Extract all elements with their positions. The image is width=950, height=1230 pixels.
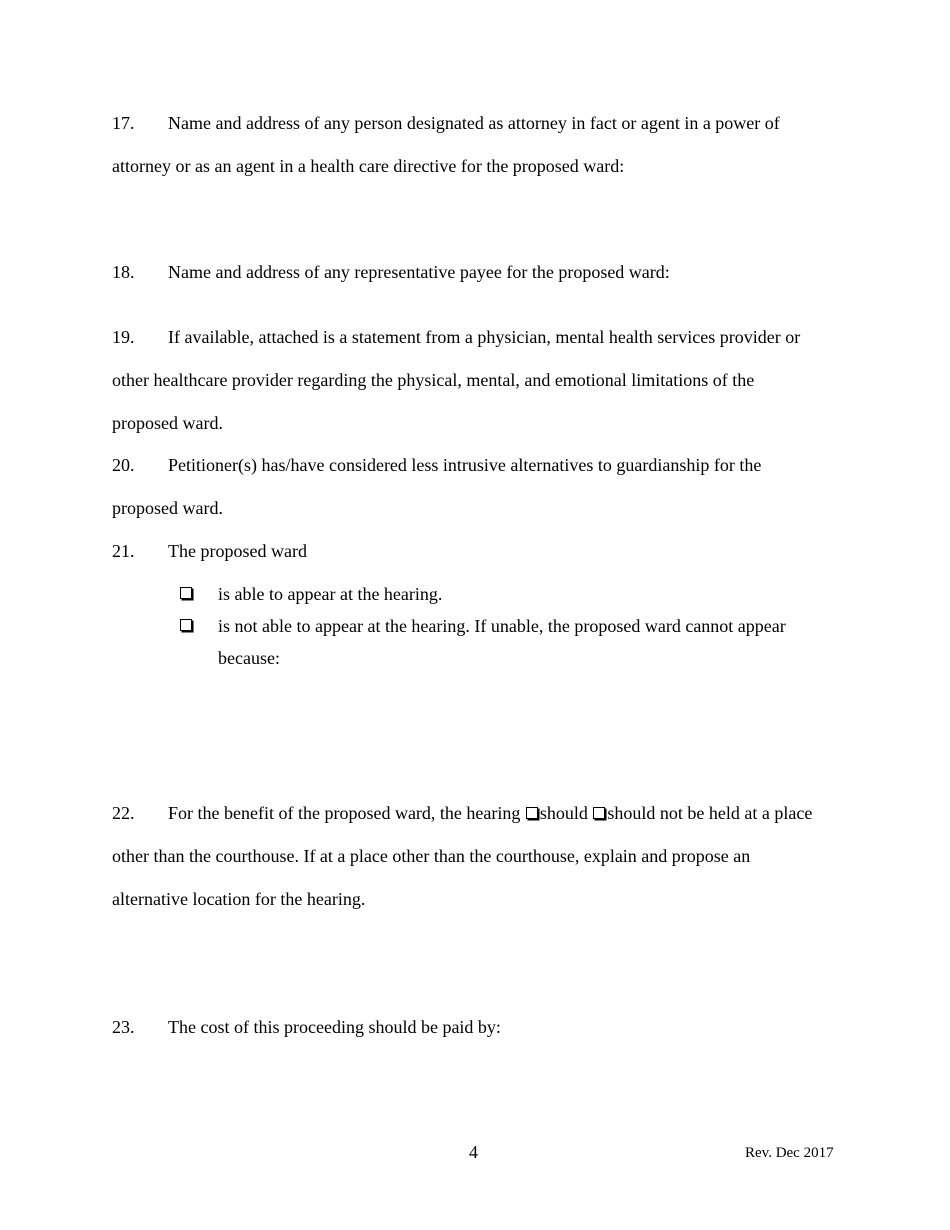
item-23-number: 23.: [112, 1017, 135, 1037]
item-20-text: Petitioner(s) has/have considered less intrusive alternatives to guardianship for the: [168, 455, 762, 475]
should-checkbox[interactable]: [526, 807, 538, 819]
not-able-to-appear-label-cont: because:: [218, 648, 280, 668]
should-label: should: [539, 803, 588, 823]
should-not-label: should not be held at a place: [607, 803, 813, 823]
able-to-appear-checkbox[interactable]: [180, 587, 192, 599]
item-21-number: 21.: [112, 541, 135, 561]
item-22-text: [168, 802, 812, 824]
item-22-text-cont2: alternative location for the hearing.: [112, 889, 366, 909]
item-22-number: 22.: [112, 803, 135, 823]
item-17-text-cont: attorney or as an agent in a health care directive for the proposed ward:: [112, 156, 625, 176]
item-22-text-cont: other than the courthouse. If at a place other than the courthouse, explain and propose an: [112, 846, 751, 866]
item-23-text: The cost of this proceeding should be paid by:: [168, 1017, 501, 1037]
item-22-prefix: For the benefit of the proposed ward, the hearing: [168, 803, 525, 823]
able-to-appear-label: is able to appear at the hearing.: [218, 584, 443, 604]
item-17-number: 17.: [112, 113, 135, 133]
revision-date: Rev. Dec 2017: [745, 1145, 834, 1161]
item-19-text-cont2: proposed ward.: [112, 413, 223, 433]
item-19-text-cont: other healthcare provider regarding the physical, mental, and emotional limitations of the: [112, 370, 755, 390]
should-not-checkbox[interactable]: [593, 807, 605, 819]
item-19-number: 19.: [112, 327, 135, 347]
page-number: 4: [469, 1142, 478, 1162]
item-18-text: Name and address of any representative payee for the proposed ward:: [168, 262, 670, 282]
item-21-text: The proposed ward: [168, 541, 307, 561]
item-20-number: 20.: [112, 455, 135, 475]
item-17-text: Name and address of any person designated as attorney in fact or agent in a power of: [168, 113, 780, 133]
not-able-to-appear-label: is not able to appear at the hearing. If unable, the proposed ward cannot appear: [218, 616, 786, 636]
item-19-text: If available, attached is a statement from a physician, mental health services provider or: [168, 327, 801, 347]
not-able-to-appear-checkbox[interactable]: [180, 619, 192, 631]
item-18-number: 18.: [112, 262, 135, 282]
item-20-text-cont: proposed ward.: [112, 498, 223, 518]
